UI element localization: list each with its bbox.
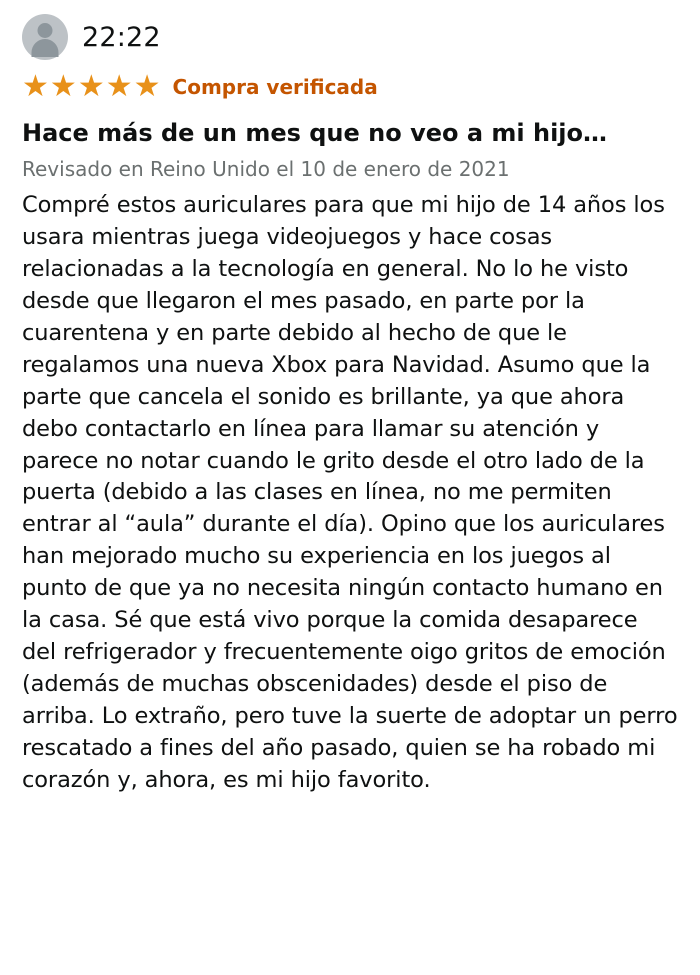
rating-row	[22, 70, 678, 104]
star-icon: ★	[105, 69, 133, 104]
star-icon: ★	[49, 69, 77, 104]
review-body: Compré estos auriculares para que mi hijo de 14 años los usara mientras juega videojuegos y hace cosas relacionadas a la tecnología en general. No lo he visto desde que llegaron el mes pasado, en parte por la cuarentena y en parte debido al hecho de que le regalamos una nueva Xbox para Navidad. Asumo que la parte que cancela el sonido es brillante, ya que ahora debo contactarlo en línea para llamar su atención y parece no notar cuando le grito desde el otro lado de la puerta (debido a las clases en línea, no me permiten entrar al “aula” durante el día). Opino que los auriculares han mejorado mucho su experiencia en los juegos al punto de que ya no necesita ningún contacto humano en la casa. Sé que está vivo porque la comida desaparece del refrigerador y frecuentemente oigo gritos de emoción (además de muchas obscenidades) desde el piso de arriba. Lo extraño, pero tuve la suerte de adoptar un perro rescatado a fines del año pasado, quien se ha robado mi corazón y, ahora, es mi hijo favorito.	[22, 192, 678, 793]
reviewer-name[interactable]: 22:22	[82, 21, 161, 53]
star-icon: ★	[77, 69, 105, 104]
review-meta: Revisado en Reino Unido el 10 de enero de 2021	[22, 157, 510, 181]
review-title[interactable]: Hace más de un mes que no veo a mi hijo…	[22, 119, 608, 147]
avatar-head-shape	[38, 23, 53, 38]
star-rating[interactable]	[22, 69, 161, 104]
reviewer-row	[22, 10, 678, 64]
user-avatar-icon	[22, 14, 68, 60]
star-icon: ★	[133, 69, 161, 104]
star-icon: ★	[22, 69, 49, 104]
avatar-body-shape	[32, 39, 59, 57]
verified-purchase-badge: Compra verificada	[172, 75, 378, 99]
